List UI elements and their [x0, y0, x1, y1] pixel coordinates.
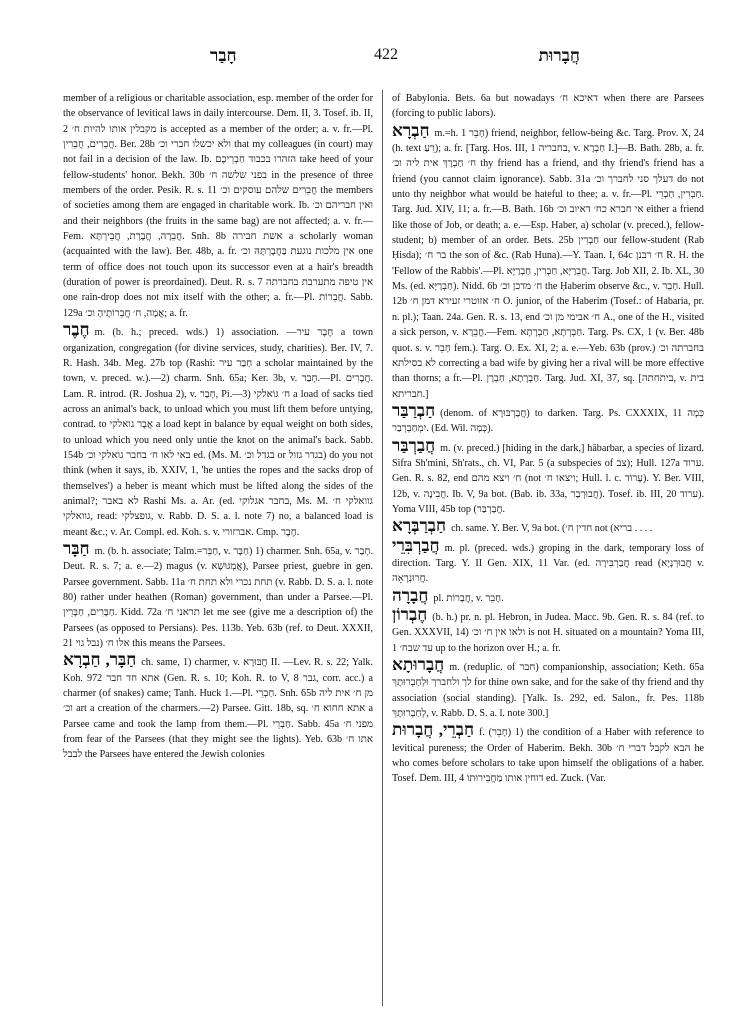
- entry-headword: חַבְרַבַּר: [392, 400, 436, 420]
- entry-text: with reference to levitical pureness; the Order of Haberim. Bekh. 30b הבא לקבל דברי ח׳ he who comes before scholars to take upon himself the obligations of a haber. Tosef. Dem. III, 4 דוחין אותו מַחֲבֵירוּתוֹ ed. Zuck. (Var.: [392, 727, 705, 785]
- page-number: 422: [374, 46, 398, 63]
- entry-text: v. חָבֵר.: [475, 592, 504, 604]
- entry-text: Y. Ber. V, 9a bot. (חדין ח׳ not (בריא . . . .: [491, 523, 653, 535]
- dictionary-entry: [392, 607, 704, 656]
- dictionary-entry: [392, 120, 705, 402]
- dictionary-entry: [63, 652, 373, 762]
- entry-grammar: ch. same.: [451, 523, 489, 535]
- entry-headword: חַבְרֵי, חֲבָרוּת: [392, 720, 475, 740]
- entry-headword: חַבְרַבְּרָא: [392, 516, 447, 536]
- dictionary-entry: [392, 91, 704, 122]
- entry-text: 1) charmer. Snh. 65a, v. חָבַר. Deut. R. s. 7; a. e.—2) magus (v. אֲמְגּוּשָׁא), Parsee priest, guebre in gen. Parsee government. Sabb. 11a תחת נכרי ולא תחת ח׳ (v. Rabb. D. S. a. l. note 80) rather under heathen (Roman) government, than under a Parsee.—Pl. חַבָּרִים, חַבָּרֵין. Kidd. 72a תראני ח׳ let me see (give me a description of) the Parsees (as opposed to Persians). Pes. 113b. Yeb. 63b (ref. to Deut. XXXII, 21 נבל גוי) אלו ח׳ this means the Parsees.: [63, 545, 373, 650]
- dictionary-entry: [392, 722, 704, 786]
- entry-headword: חַבְרָא: [392, 120, 430, 140]
- entry-headword: חֲבַרְבַּר: [392, 435, 436, 455]
- entry-grammar: (denom. of חֲבַרְבּוּרָא) to darken.: [440, 407, 578, 419]
- dictionary-entry: [63, 538, 373, 651]
- dictionary-entry: [63, 91, 373, 321]
- entry-headword: חַבָּר: [63, 538, 90, 558]
- entry-grammar: m. (v. preced.) [hiding in the dark,] hăbarbar,: [440, 442, 625, 454]
- entry-grammar: m.=h. חָבֵר 1) friend, neighbor, fellow-being: [434, 127, 614, 139]
- entry-text: —חֶבֶר עיר a town organization, congregation (for divine services, study, charities). Ber. IV, 7. R. Hash. 34b. Meg. 27b top (Rashi: חַבַר עיר a scholar maintained by the town, v. preced. w.).—2) charm. Snh. 65a; Ker. 3b, v. חָבַר.—Pl. חֲבָרִים. Lam. R. introd. (R. Joshua 2), v. חָבַר, Pi.—3) ח׳ גּוֹאלקִי a load of sacks tied across an animal's back, to unload which you must lift them before untying, contrad. to אֲבָר גואלקי a load kept in balance by equal weight on both sides, to unload which you need only untie the knot on the animal's back. Sabb. 154b באי לאו ח׳ בחבר גואלקי וכ׳ ed. (Ms. M. בגדל וכ׳ or בגדר גזול) do you not think (when it says, ib. XXIV, 1, 'he unties the ropes and the sacks drop of themselves') a heber is meant which must be lifted along the sides of the animal?; לא באבר Rashi Ms. a. Ar. (ed. בחבר אגלוקי, Ms. M. גוואלקי ח׳ גוואלקי, read: גופצלקי, v. Rabb. D. S. a. l. note 7) no, a balanced load is meant &c.; v. Ar. Compl. ed. Koh. s. v. אברזורי. Cmp. חֶבֶר.: [63, 327, 374, 538]
- entry-text: Keth. 65a לך ולחברך וּלְחַבְרוּתָךְ for thine own sake, and for the sake of thy friend and thy association (social standing). [Yalk. Is. 292, ed. Salon., fr. Pes. 118b לְחַבְרוּתָךְ, v. Rabb. D. S. a. l. note 300.]: [392, 662, 704, 720]
- column-divider: [382, 90, 383, 1006]
- entry-text: —Lev. R. s. 22; Yalk. Koh. 972 אתא חד חבר (Gen. R. s. 10; Koh. R. to V, 8 גבר, corr. acc.) a charmer (of snakes) came; Tanh. Huck 1.—Pl. חַבְרֵי. Snh. 65b מן ח׳ אית ליה וכ׳ art a creation of the charmers.—2) Parsee. Gitt. 18b, sq. אתא חחוא ח׳ a Parsee came and took the lamp from them.—Pl. חַבְרֵי. Sabb. 45a מפני ח׳ from fear of the Parsees (that they might see the lights). Yeb. 63b אתו ח׳ לבבל the Parsees have entered the Jewish colonies: [63, 657, 374, 761]
- entry-headword: חֲבַרְבִּרֵי: [392, 535, 440, 555]
- left-guide-word: חָבַר: [210, 46, 237, 65]
- entry-grammar: m. (reduplic. of חבר) companionship, association;: [449, 662, 659, 674]
- entry-headword: חֶבֶר: [63, 320, 90, 340]
- entry-text: a species of lizard. Sifra Sh'mini, Sh'rats., ch. VI, Par. 5 (a subspecies of צב); Hull. 127a ערוד. Gen. R. s. 82, end ח׳ ויצא מהם (not ויצאו ח׳; Hull. l. c. עָרוֹד). Y. Ber. VIII, 12b, v. חֲבִינָה. Ib. V, 9a bot. (Bab. ib. 33a, חֲבוּרְבַר). Tosef. ib. III, 20 ערוד). Yoma VIII, 45b top (חֲבַרְבַּר.: [392, 442, 705, 515]
- entry-grammar: m. (b. h. associate; Talm.=חַבֵּר, v. חַבָּר): [94, 545, 253, 557]
- entry-text: temporary loss of direction. Targ. Y. II Gen. XIX, 11 Var. (ed. חֲבַרְבִּירָה read (חֲבוּרְנָיָא v. חֲרוּנְרָאָה.: [392, 542, 704, 585]
- dictionary-entry: [392, 435, 705, 518]
- dictionary-entry: [392, 657, 704, 721]
- right-column: [392, 90, 704, 787]
- entry-text: member of a religious or charitable association, esp. member of the order for the observance of levitical laws in daily intercourse. Dem. II, 3. Tosef. ib. II, 2 מקבלין אותו להיות ח׳ is accepted as a member of the order; a. v. fr.—Pl. חֲבֵרִים, חֲבֵרִין. Ber. 28b ולא יכשלו חברי וכ׳ that my colleagues (in court) may not fail in a decision of the law. Ib. הזהרו בכבוד חַבְרֵיכֶם take heed of your fellow-students' honor. Bekh. 30b בפני שלשה ח׳ in the presence of three members of the order. Pesik. R. s. 11 חֲבֵרִים שלהם עוסקים וכ׳ the members of societies among them are engaged in charitable work. Ib. ואין חבריהם וכ׳ and their neighbors (the fruits in the same bag) are not affected; a. v. fr.—Fem. חֲבֵרָה, חֲבֶרֶת, חֲבֵירְתָּא. Snh. 8b אשת חבירה a scholarly woman (acquainted with the law). Ber. 48b, a. fr. אין מלכות נוגעת בַּחֲבֶרְתָּהּ וכ׳ one term of office does not touch upon its successor even at a hair's breadth (duration of power is preordained). Deut. R. s. 7 אין טיפה מתערבת בחברתה one rain-drop does not mix itself with the other; a. fr.—Pl. חֲבֵרוֹת. Sabb. 129a אֲמָה, ח׳ חֲבֵרוֹתֶיהָ וכ׳; a. fr.: [63, 93, 374, 319]
- entry-grammar: ch. same, 1) charmer, v. חֲבּוּרָא II.: [141, 657, 280, 669]
- right-guide-word: חֲבָרוּת: [538, 46, 580, 65]
- entry-grammar: m. pl. (preced. wds.) groping in the dark,: [444, 542, 625, 554]
- entry-grammar: pl. חֲבָרוֹת,: [433, 592, 474, 604]
- entry-grammar: m. (b. h.; preced. wds.) 1) association.: [94, 327, 279, 339]
- entry-headword: חֲבָרָה: [392, 585, 429, 605]
- dictionary-entry: [63, 322, 373, 540]
- entry-text: of Babylonia. Bets. 6a but nowadays דאיכא ח׳ when there are Parsees (forcing to public labors).: [392, 93, 704, 120]
- entry-grammar: f. (חָבֵר) 1) the condition of a Haber: [479, 727, 630, 739]
- entry-grammar: (b. h.) pr. n. pl. Hebron, in Judea.: [432, 612, 571, 623]
- dictionary-entry: [392, 535, 704, 587]
- dictionary-entry: [392, 585, 704, 606]
- left-column: [63, 90, 373, 763]
- entry-headword: חֲבָרוּתָא: [392, 655, 445, 675]
- dictionary-entry: [392, 400, 705, 437]
- entry-text: Macc. 9b. Gen. R. s. 84 (ref. to Gen. XXXVII, 14) ולאו אין ח׳ וכ׳ is not H. situated on a mountain? Yoma III, 1 עד שבח׳ up to the horizon over H.; a. fr.: [392, 612, 704, 654]
- dictionary-entry: [392, 518, 704, 536]
- entry-text: &c. Targ. Prov. X, 24 (h. text רֵעַ); a. fr. [Targ. Hos. III, 1 בחבריה, v. חַבְרָא I.]—B. Bath. 28b, a. fr. ח׳ חַבְרָךְ אית ליה וכ׳ thy friend has a friend, and thy friend's friend has a friend (you cannot claim ignorance). Sabb. 31a דעלך סני לחברך וכ׳ do not unto thy neighbor what would be hateful to thee; a. v. fr.—Pl. חַבְרִין, חַבְרֵי. Targ. Jud. XIV, 11; a. fr.—B. Bath. 16b אי חברא כח׳ דאיוב וכ׳ either a friend like those of Job, or death; a. e.—Esp. Haber, a) scholar (v. preced.), fellow-student; b) member of an order. Bets. 25b חַבְרִין our fellow-student (Rab Ḥisda); בר ח׳ the son of &c. (Rab Huna).—Y. Taan. I, 64c ח׳ רבנן R. H. the 'Fellow of the Rabbis'.—Pl. חֲבֵרַיָּא, חַבְרִין, חַבְרַיָּא. Targ. Job XII, 2. Ib. XL, 30 Ms. (ed. חַבְרַיָּא). Nidd. 6b ח׳ מדכן וכ׳ the Ḥaberim observe &c., v. חָבֵר. Hull. 12b ח׳ אזוטרי זעירא דמן ח׳ O. junior, of the Haberim (Tosef.: of Habaria, pr. n. pl.); Taan. 24a. Gen. R. s. 13, end ח׳ אבימי מן וכ׳ A., one of the H., visited a sick person, v. חֲבֵרָא.—Fem. חַבְרְתָא, חַבְרָתָא. Targ. Ps. CX, 1 (v. Ber. 48b quot. s. v. חָבֵר fem.). Targ. O. Ex. XI, 2; a. e.—Yeb. 63b (prov.) בחברתה וכ׳ לא בסילתא correcting a bad wife by giving her a rival will be more effective than thorns; a fr.—Pl. חַבְרָתָא, חַבְרָן. Targ. Jud. XI, 37, sq. [ביתחתה, v. בית חבריתא.]: [392, 127, 705, 400]
- entry-text: Targ. Ps. CXXXIX, 11 כְּמָה יִמְחַבְרְבַר. (Ed. Wil. כְּמָה).: [392, 407, 705, 435]
- entry-headword: חֶבְרוֹן: [392, 605, 428, 624]
- entry-headword: חַבָּר, חַבְרָא: [63, 650, 137, 670]
- page-header: [60, 46, 710, 72]
